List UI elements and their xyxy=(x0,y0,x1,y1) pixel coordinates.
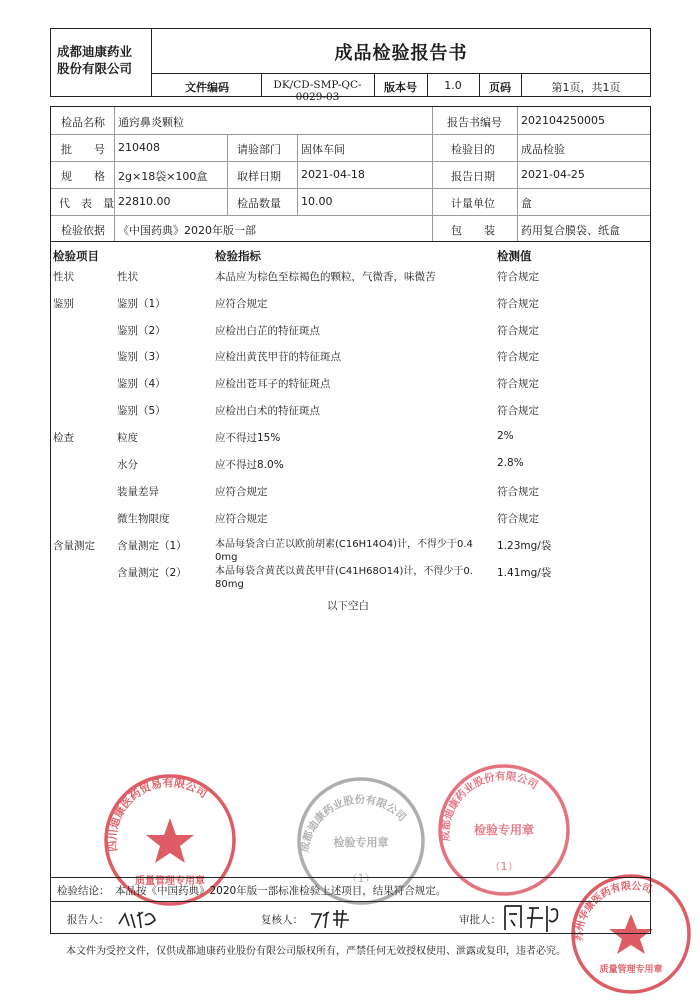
row-standard: 应符合规定 xyxy=(215,486,268,498)
row-value: 符合规定 xyxy=(497,378,539,390)
row-standard: 应检出白术的特征斑点 xyxy=(215,405,320,417)
row-standard: 本品应为棕色至棕褐色的颗粒，气微香，味微苦 xyxy=(215,271,436,283)
svg-text:质量管理专用章: 质量管理专用章 xyxy=(135,876,205,887)
report-date-label: 报告日期 xyxy=(451,170,495,183)
row-value: 2.8% xyxy=(497,457,524,469)
signature-row xyxy=(50,901,651,934)
row-value: 符合规定 xyxy=(497,405,539,417)
dept: 固体车间 xyxy=(301,143,345,156)
col-header-item: 检验项目 xyxy=(53,249,99,263)
company-name-line1: 成都迪康药业 xyxy=(57,44,133,59)
product-name: 通窍鼻炎颗粒 xyxy=(118,116,184,129)
row-standard: 应检出白芷的特征斑点 xyxy=(215,325,320,337)
file-no: DK/CD-SMP-QC-0029-03 xyxy=(273,79,362,103)
row-item: 水分 xyxy=(117,459,138,471)
row-value: 1.41mg/袋 xyxy=(497,567,552,579)
row-item: 鉴别（5） xyxy=(117,405,166,417)
version-label: 版本号 xyxy=(384,81,417,94)
row-value: 符合规定 xyxy=(497,298,539,310)
sampling-date-label: 取样日期 xyxy=(237,170,281,183)
row-standard: 应检出黄芪甲苷的特征斑点 xyxy=(215,351,341,363)
unit-label: 计量单位 xyxy=(451,197,495,210)
row-item: 装量差异 xyxy=(117,486,159,498)
svg-text:成都迪康药业股份有限公司: 成都迪康药业股份有限公司 xyxy=(298,793,409,854)
package: 药用复合膜袋、纸盒 xyxy=(521,224,620,237)
row-value: 1.23mg/袋 xyxy=(497,540,552,552)
row-category: 含量测定 xyxy=(53,540,95,552)
row-standard: 应不得过15% xyxy=(215,432,281,444)
report-date: 2021-04-25 xyxy=(521,168,585,181)
row-item: 粒度 xyxy=(117,432,138,444)
report-no-label: 报告书编号 xyxy=(447,116,502,129)
svg-text:质量管理专用章: 质量管理专用章 xyxy=(599,965,663,975)
row-standard: 应检出苍耳子的特征斑点 xyxy=(215,378,331,390)
svg-text:苏州华康医药有限公司: 苏州华康医药有限公司 xyxy=(573,880,654,942)
row-standard: 应符合规定 xyxy=(215,513,268,525)
approver-label: 审批人： xyxy=(459,914,501,926)
batch-label: 批 号 xyxy=(61,143,105,156)
svg-text:（1）: （1） xyxy=(489,860,519,873)
product-info-table xyxy=(50,106,651,242)
spec-label: 规 格 xyxy=(61,170,105,183)
row-value: 符合规定 xyxy=(497,513,539,525)
document-title: 成品检验报告书 xyxy=(334,43,468,64)
reviewer-label: 复核人： xyxy=(261,914,303,926)
reviewer-signature xyxy=(307,906,357,932)
row-item: 含量测定（2） xyxy=(117,567,187,579)
company-name xyxy=(57,43,132,77)
row-item: 鉴别（1） xyxy=(117,298,166,310)
row-category: 检查 xyxy=(53,432,74,444)
purpose: 成品检验 xyxy=(521,143,565,156)
conclusion-row xyxy=(50,877,651,901)
row-category: 性状 xyxy=(53,271,74,283)
document-header xyxy=(50,28,651,103)
dept-label: 请验部门 xyxy=(237,143,281,156)
rep-qty: 22810.00 xyxy=(118,195,171,208)
row-item: 鉴别（2） xyxy=(117,325,166,337)
row-item: 性状 xyxy=(117,271,138,283)
svg-text:成都迪康药业股份有限公司: 成都迪康药业股份有限公司 xyxy=(439,770,540,842)
row-value: 符合规定 xyxy=(497,351,539,363)
svg-text:四川迪康医药贸易有限公司: 四川迪康医药贸易有限公司 xyxy=(105,776,210,853)
page-number: 第1页，共1页 xyxy=(551,81,621,94)
sampling-date: 2021-04-18 xyxy=(301,168,365,181)
reporter-label: 报告人： xyxy=(67,914,109,926)
row-value: 符合规定 xyxy=(497,271,539,283)
basis-label: 检验依据 xyxy=(61,224,105,237)
row-item: 鉴别（4） xyxy=(117,378,166,390)
row-item: 鉴别（3） xyxy=(117,351,166,363)
package-label: 包 装 xyxy=(451,224,495,237)
row-standard: 应符合规定 xyxy=(215,298,268,310)
spec: 2g×18袋×100盒 xyxy=(118,170,208,183)
row-standard: 应不得过8.0% xyxy=(215,459,284,471)
row-item: 含量测定（1） xyxy=(117,540,187,552)
product-name-label: 检品名称 xyxy=(61,116,105,129)
svg-text:检验专用章: 检验专用章 xyxy=(473,823,535,837)
batch-no: 210408 xyxy=(118,141,160,154)
col-header-value: 检测值 xyxy=(497,249,532,263)
row-item: 微生物限度 xyxy=(117,513,170,525)
row-standard: 本品每袋含白芷以欧前胡素(C16H14O4)计，不得少于0.40mg xyxy=(215,539,473,563)
purpose-label: 检验目的 xyxy=(451,143,495,156)
page-label: 页码 xyxy=(489,81,511,94)
conclusion-text: 本品按《中国药典》2020年版一部标准检验上述项目，结果符合规定。 xyxy=(115,885,447,897)
row-value: 符合规定 xyxy=(497,325,539,337)
sample-qty: 10.00 xyxy=(301,195,333,208)
unit: 盒 xyxy=(521,197,532,210)
row-category: 鉴别 xyxy=(53,298,74,310)
approver-signature xyxy=(499,902,569,934)
reporter-signature xyxy=(115,906,161,932)
sample-qty-label: 检品数量 xyxy=(237,197,281,210)
row-value: 符合规定 xyxy=(497,486,539,498)
conclusion-label: 检验结论： xyxy=(57,885,110,897)
row-standard: 本品每袋含黄芪以黄芪甲苷(C41H68O14)计，不得少于0.80mg xyxy=(215,566,473,590)
svg-text:检验专用章: 检验专用章 xyxy=(333,836,389,849)
col-header-standard: 检验指标 xyxy=(215,249,261,263)
blank-note: 以下空白 xyxy=(327,600,369,612)
report-no: 202104250005 xyxy=(521,114,605,127)
footer-note: 本文件为受控文件，仅供成都迪康药业股份有限公司版权所有，严禁任何无效授权使用、泄露或复印，违者必究。 xyxy=(66,946,566,957)
version: 1.0 xyxy=(444,79,462,92)
row-value: 2% xyxy=(497,430,514,442)
file-no-label: 文件编码 xyxy=(185,81,229,94)
company-name-line2: 股份有限公司 xyxy=(57,61,133,76)
basis: 《中国药典》2020年版一部 xyxy=(118,224,256,237)
rep-qty-label: 代 表 量 xyxy=(59,197,114,210)
svg-text:（1）: （1） xyxy=(346,872,376,885)
